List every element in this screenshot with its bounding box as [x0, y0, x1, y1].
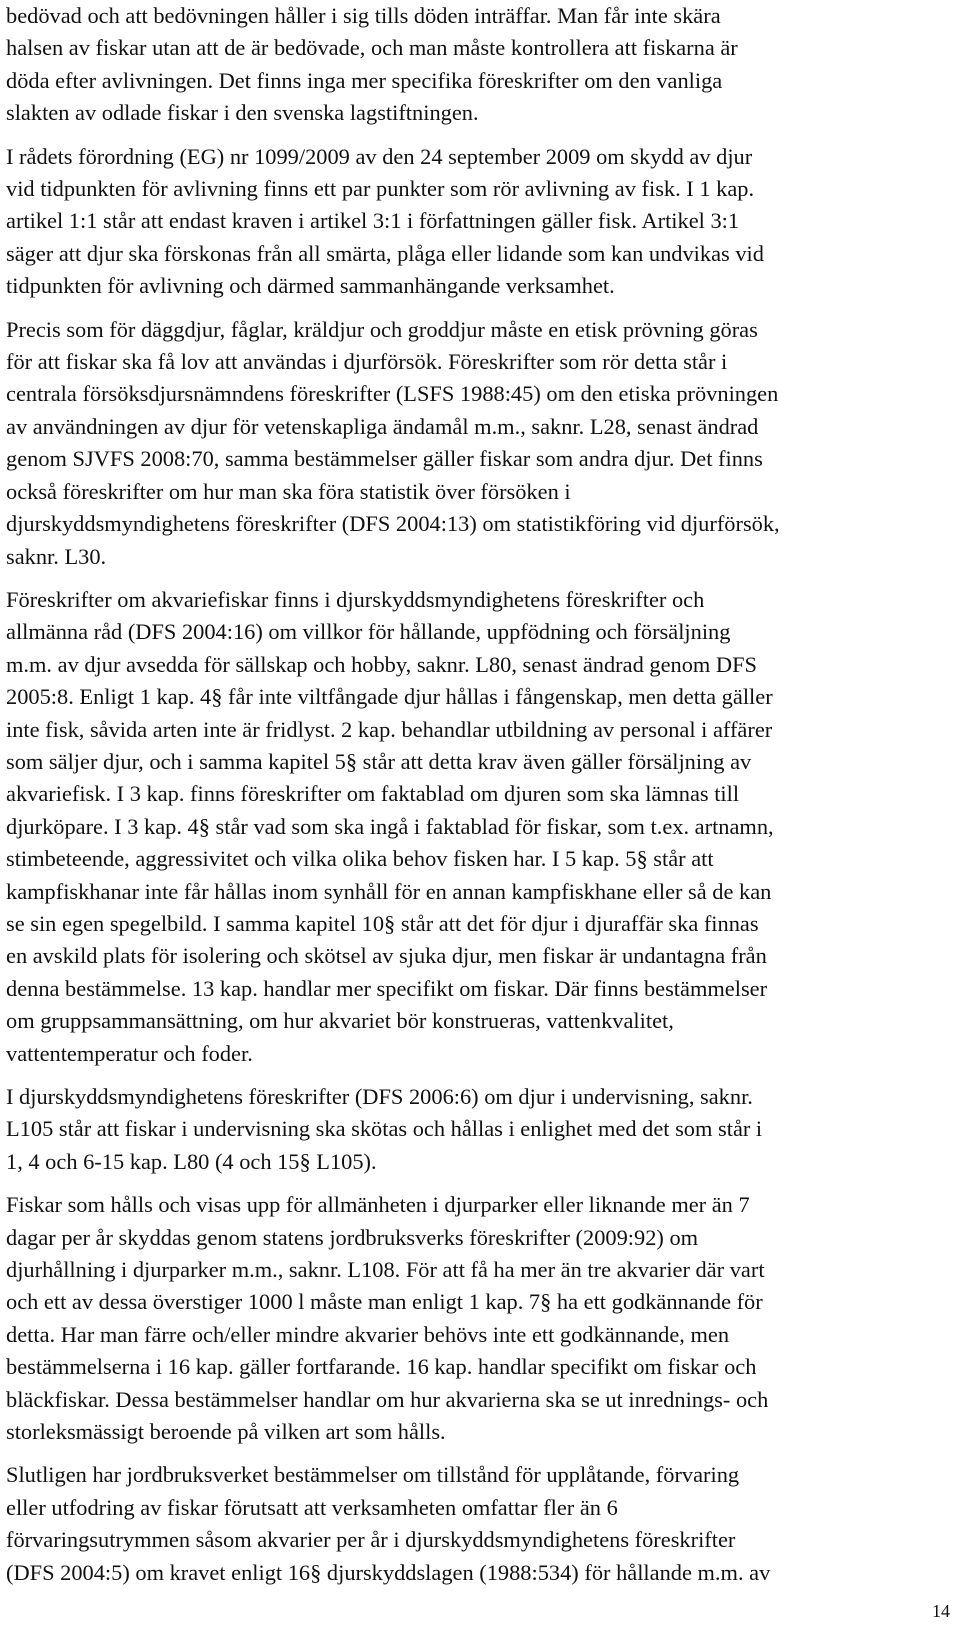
- paragraph-eu-regulation: I rådets förordning (EG) nr 1099/2009 av den 24 september 2009 om skydd av djur vid tidpunkten för avlivning finns ett par punkter som rör avlivning av fisk. I 1 kap. artikel 1:1 står att endast kraven i artikel 3:1 i författningen gäller fisk. Artikel 3:1 säger att djur ska förskonas från all smärta, plåga eller lidande som kan undvikas vid tidpunkten för avlivning och därmed sammanhängande verksamhet.: [6, 143, 764, 299]
- paragraph-aquarium-fish: Föreskrifter om akvariefiskar finns i djurskyddsmyndighetens föreskrifter och allmänna råd (DFS 2004:16) om villkor för hållande, uppfödning och försäljning m.m. av djur avsedda för sällskap och hobby, saknr. L80, senast ändrad genom DFS 2005:8. Enligt 1 kap. 4§ får inte viltfångade djur hållas i fångenskap, men detta gäller inte fisk, såvida arten inte är fridlyst. 2 kap. behandlar utbildning av personal i affärer som säljer djur, och i samma kapitel 5§ står att detta krav även gäller försäljning av akvariefisk. I 3 kap. finns föreskrifter om faktablad om djuren som ska lämnas till djurköpare. I 3 kap. 4§ står vad som ska ingå i faktablad för fiskar, som t.ex. artnamn, stimbeteende, aggressivitet och vilka olika behov fisken har. I 5 kap. 5§ står att kampfiskhanar inte får hållas inom synhåll för en annan kampfiskhane eller så de kan se sin egen spegelbild. I samma kapitel 10§ står att det för djur i djuraffär ska finnas en avskild plats för isolering och skötsel av sjuka djur, men fiskar är undantagna från denna bestämmelse. 13 kap. handlar mer specifikt om fiskar. Där finns bestämmelser om gruppsammansättning, om hur akvariet bör konstrueras, vattenkvalitet, vattentemperatur och foder.: [6, 586, 774, 1066]
- page-number: 14: [932, 1601, 950, 1621]
- paragraph-slaughter: bedövad och att bedövningen håller i sig tills döden inträffar. Man får inte skära halsen av fiskar utan att de är bedövade, och man måste kontrollera att fiskarna är döda efter avlivningen. Det finns inga mer specifika föreskrifter om den vanliga slakten av odlade fiskar i den svenska lagstiftningen.: [6, 3, 738, 126]
- paragraph-education: I djurskyddsmyndighetens föreskrifter (DFS 2006:6) om djur i undervisning, saknr. L105 står att fiskar i undervisning ska skötas och hållas i enlighet med det som står i 1, 4 och 6-15 kap. L80 (4 och 15§ L105).: [6, 1084, 763, 1174]
- paragraph-animal-experiments: Precis som för däggdjur, fåglar, kräldjur och groddjur måste en etisk prövning göras för att fiskar ska få lov att användas i djurförsök. Föreskrifter som rör detta står i centrala försöksdjursnämndens föreskrifter (LSFS 1988:45) om den etiska prövningen av användningen av djur för vetenskapliga ändamål m.m., saknr. L28, senast ändrad genom SJVFS 2008:70, samma bestämmelser gäller fiskar som andra djur. Det finns också föreskrifter om hur man ska föra statistik över försöken i djurskyddsmyndighetens föreskrifter (DFS 2004:13) om statistikföring vid djurförsök, saknr. L30.: [6, 316, 780, 569]
- paragraph-zoos: Fiskar som hålls och visas upp för allmänheten i djurparker eller liknande mer än 7 dagar per år skyddas genom statens jordbruksverks föreskrifter (2009:92) om djurhållning i djurparker m.m., saknr. L108. För att få ha mer än tre akvarier där vart och ett av dessa överstiger 1000 l måste man enligt 1 kap. 7§ ha ett godkännande för detta. Har man färre och/eller mindre akvarier behövs inte ett godkännande, men bestämmelserna i 16 kap. gäller fortfarande. 16 kap. handlar specifikt om fiskar och bläckfiskar. Dessa bestämmelser handlar om hur akvarierna ska se ut inrednings- och storleksmässigt beroende på vilken art som hålls.: [6, 1192, 769, 1445]
- paragraph-permits: Slutligen har jordbruksverket bestämmelser om tillstånd för upplåtande, förvaring eller utfodring av fiskar förutsatt att verksamheten omfattar fler än 6 förvaringsutrymmen såsom akvarier per år i djurskyddsmyndighetens föreskrifter (DFS 2004:5) om kravet enligt 16§ djurskyddslagen (1988:534) för hållande m.m. av: [6, 1462, 771, 1585]
- document-page: [6, 0, 928, 1600]
